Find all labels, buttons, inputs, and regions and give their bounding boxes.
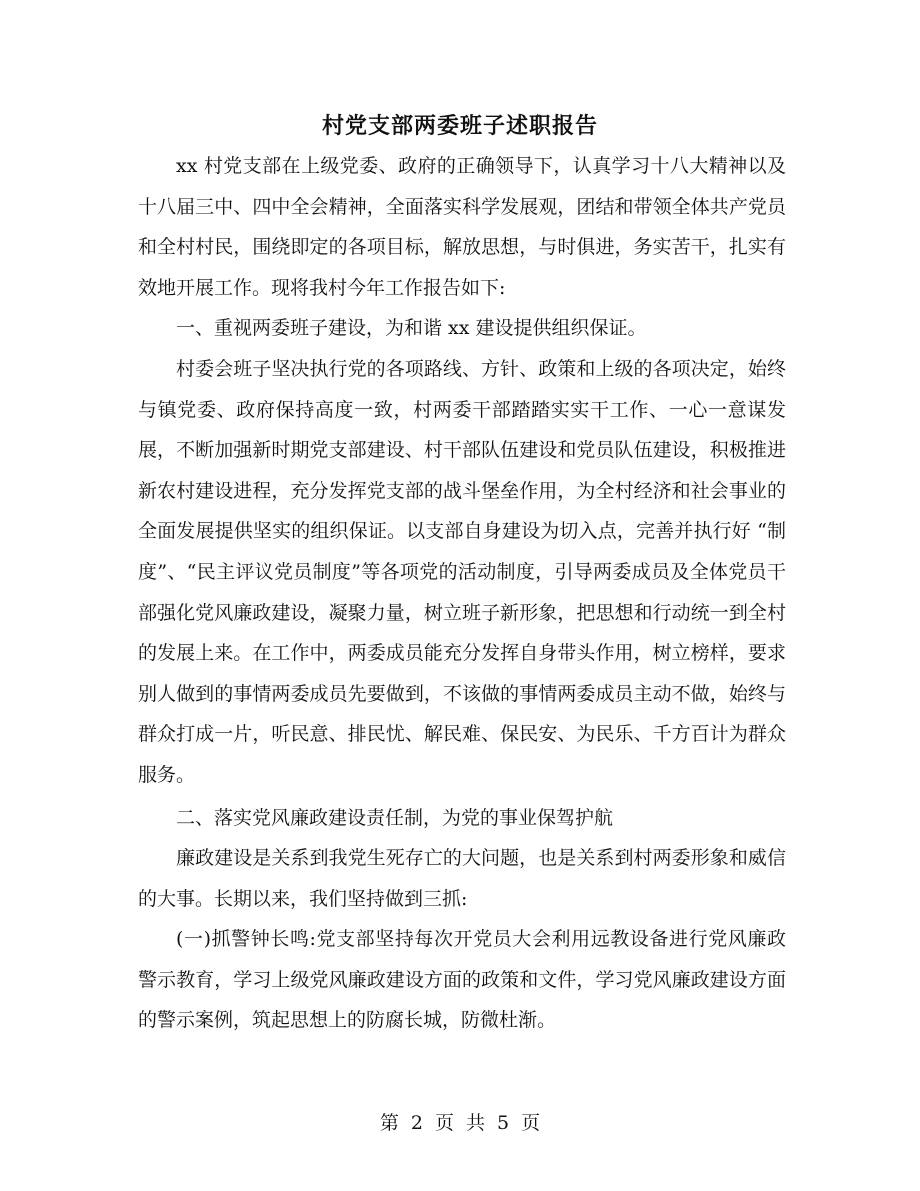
- paragraph-section-2: 廉政建设是关系到我党生死存亡的大问题，也是关系到村两委形象和威信的大事。长期以来，我们坚持做到三抓:: [138, 847, 786, 910]
- paragraph-section-1: 村委会班子坚决执行党的各项路线、方针、政策和上级的各项决定，始终与镇党委、政府保持高度一致，村两委干部踏踏实实干工作、一心一意谋发展，不断加强新时期党支部建设、村干部队伍建设和党员队伍建设，积极推进新农村建设进程，充分发挥党支部的战斗堡垒作用，为全村经济和社会事业的全面发展提供坚实的组织保证。以支部自身建设为切入点，完善并执行好 “制度”、“民主评议党员制度”等各项党的活动制度，引导两委成员及全体党员干部强化党风廉政建设，凝聚力量，树立班子新形象，把思想和行动统一到全村的发展上来。在工作中，两委成员能充分发挥自身带头作用，树立榜样，要求别人做到的事情两委成员先要做到，不该做的事情两委成员主动不做，始终与群众打成一片，听民意、排民忧、解民难、保民安、为民乐、千方百计为群众服务。: [138, 357, 786, 786]
- document-body: [138, 146, 786, 1041]
- section-heading-2: 二、落实党风廉政建设责任制，为党的事业保驾护航: [176, 806, 614, 829]
- document-title: 村党支部两委班子述职报告: [321, 113, 598, 139]
- paragraph-intro: xx 村党支部在上级党委、政府的正确领导下，认真学习十八大精神以及十八届三中、四中全会精神，全面落实科学发展观，团结和带领全体共产党员和全村村民，围绕即定的各项目标，解放思想，与时俱进，务实苦干，扎实有效地开展工作。现将我村今年工作报告如下:: [138, 155, 786, 299]
- section-heading-1: 一、重视两委班子建设，为和谐 xx 建设提供组织保证。: [176, 317, 647, 340]
- paragraph-subsection-1: (一)抓警钟长鸣:党支部坚持每次开党员大会利用远教设备进行党风廉政警示教育，学习上级党风廉政建设方面的政策和文件，学习党风廉政建设方面的警示案例，筑起思想上的防腐长城，防微杜渐。: [138, 928, 786, 1032]
- page-footer: 第 2 页 共 5 页: [379, 1112, 541, 1134]
